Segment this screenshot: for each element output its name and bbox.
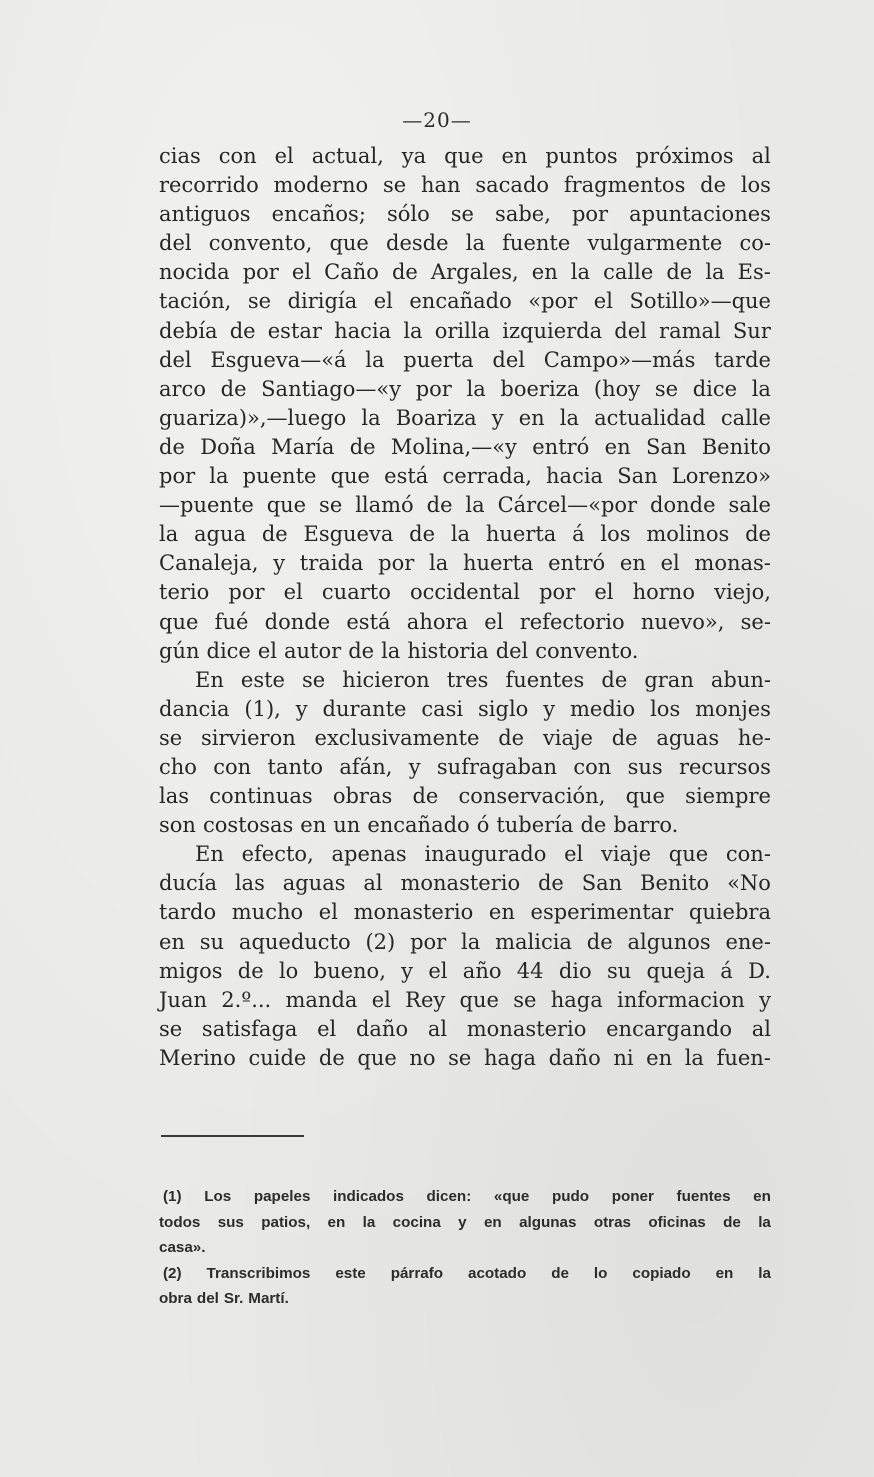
text-line: debía de estar hacia la orilla izquierda del ramal Sur (159, 318, 771, 343)
page-number: —20— (402, 108, 472, 132)
text-line: del Esgueva—«á la puerta del Campo»—más tarde (159, 347, 771, 372)
text-line: terio por el cuarto occidental por el horno viejo, (159, 580, 771, 605)
text-line: se satisfaga el daño al monasterio encargando al (159, 1016, 771, 1041)
text-line: son costosas en un encañado ó tubería de barro. (159, 813, 679, 838)
text-line: por la puente que está cerrada, hacia San Lorenzo» (159, 464, 771, 489)
text-line: la agua de Esgueva de la huerta á los molinos de (159, 522, 771, 547)
body-text (159, 142, 771, 1073)
footnote-line: casa». (159, 1239, 206, 1256)
text-line: se sirvieron exclusivamente de viaje de aguas he- (159, 725, 771, 750)
text-line: En este se hicieron tres fuentes de gran abun- (195, 667, 771, 692)
text-line: antiguos encaños; sólo se sabe, por apuntaciones (159, 202, 771, 227)
text-line: tación, se dirigía el encañado «por el Sotillo»—que (159, 289, 771, 314)
text-line: —puente que se llamó de la Cárcel—«por donde sale (159, 493, 771, 518)
footnote-line: (2) Transcribimos este párrafo acotado de lo copiado en la (163, 1264, 771, 1282)
text-line: Juan 2.º... manda el Rey que se haga informacion y (159, 987, 771, 1012)
text-line: cho con tanto afán, y sufragaban con sus recursos (159, 754, 771, 779)
text-line: de Doña María de Molina,—«y entró en San Benito (159, 434, 771, 459)
footnotes (159, 1184, 771, 1312)
text-line: tardo mucho el monasterio en esperimentar quiebra (159, 900, 771, 925)
text-line: Canaleja, y traida por la huerta entró en el monas- (159, 551, 771, 576)
text-line: que fué donde está ahora el refectorio nuevo», se- (159, 609, 771, 634)
text-line: del convento, que desde la fuente vulgarmente co- (159, 231, 771, 256)
text-line: Merino cuide de que no se haga daño ni en la fuen- (159, 1045, 771, 1070)
text-line: migos de lo bueno, y el año 44 dio su queja á D. (159, 958, 771, 983)
text-line: guariza)»,—luego la Boariza y en la actualidad calle (159, 405, 771, 430)
footnote-line: (1) Los papeles indicados dicen: «que pudo poner fuentes en (163, 1188, 771, 1205)
footnote-line: obra del Sr. Martí. (159, 1290, 289, 1307)
footnote-line: todos sus patios, en la cocina y en algunas otras oficinas de la (159, 1213, 771, 1231)
text-line: cias con el actual, ya que en puntos próximos al (159, 144, 771, 168)
text-line: recorrido moderno se han sacado fragmentos de los (159, 173, 771, 198)
text-line: gún dice el autor de la historia del convento. (159, 638, 639, 663)
text-line: En efecto, apenas inaugurado el viaje que con- (195, 842, 771, 867)
text-line: ducía las aguas al monasterio de San Benito «No (159, 871, 771, 896)
text-line: en su aqueducto (2) por la malicia de algunos ene- (159, 929, 771, 954)
text-line: las continuas obras de conservación, que siempre (159, 784, 771, 809)
footnote-divider (161, 1135, 304, 1137)
text-line: arco de Santiago—«y por la boeriza (hoy se dice la (159, 376, 771, 401)
text-line: dancia (1), y durante casi siglo y medio los monjes (159, 696, 771, 721)
text-line: nocida por el Caño de Argales, en la calle de la Es- (159, 260, 771, 285)
